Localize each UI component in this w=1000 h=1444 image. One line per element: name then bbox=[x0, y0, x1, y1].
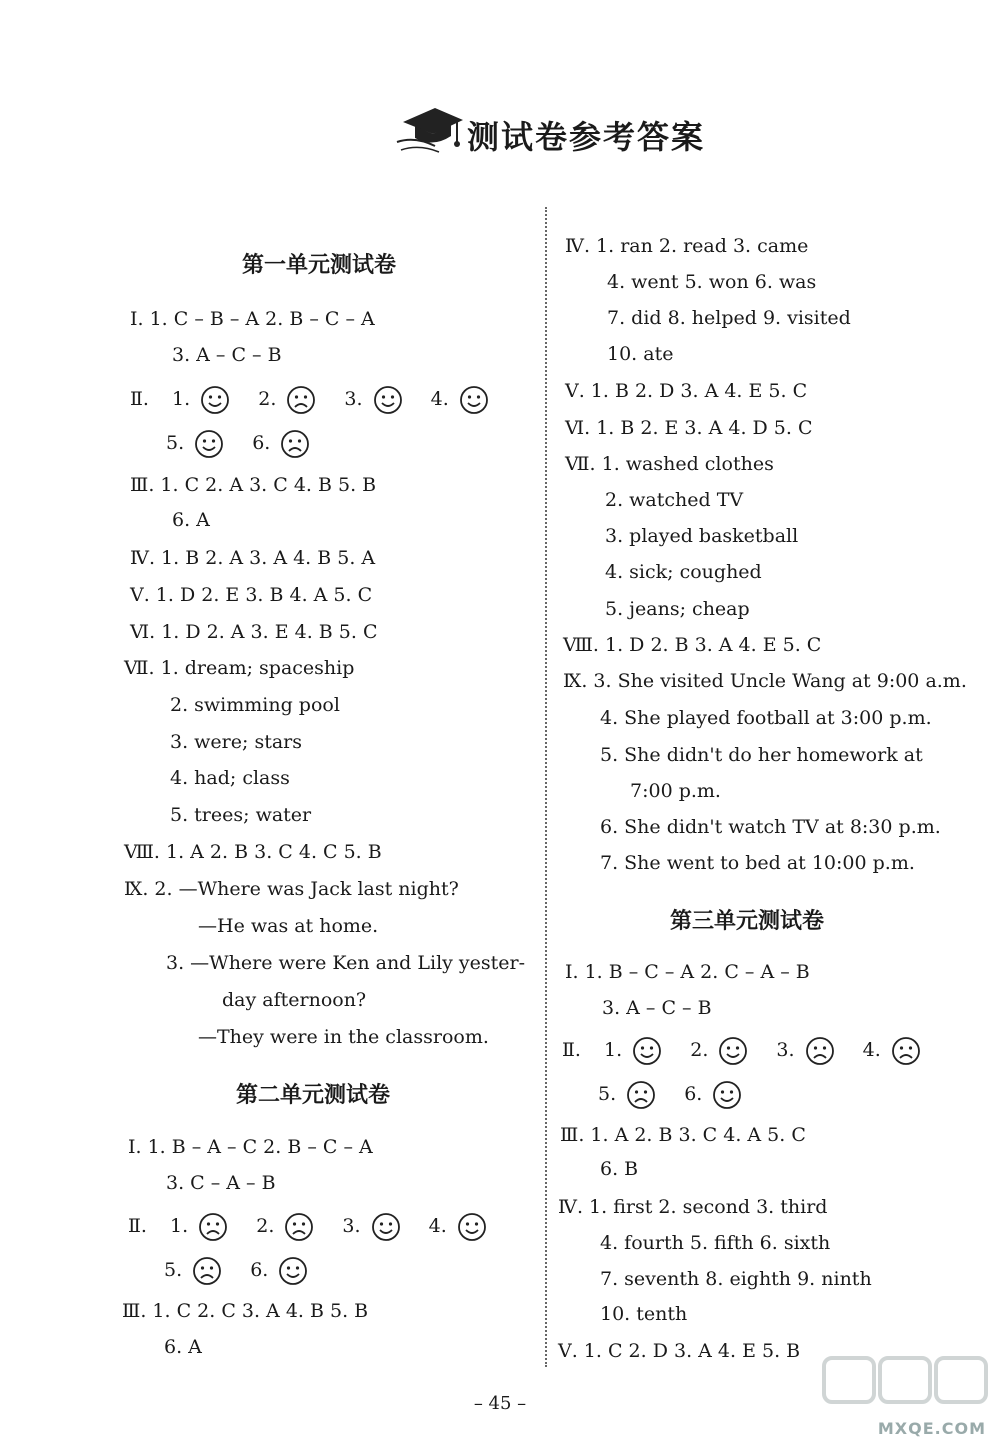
u2-section-7-line5: 5. jeans; cheap bbox=[605, 598, 750, 620]
page-number: – 45 – bbox=[473, 1393, 527, 1414]
u1-section-1-line2: 3. A – C – B bbox=[172, 344, 282, 366]
item-number: 1. bbox=[604, 1039, 623, 1061]
u2-section-4-line1: Ⅳ. 1. ran 2. read 3. came bbox=[565, 235, 809, 257]
u1-section-7-line2: 2. swimming pool bbox=[170, 694, 340, 716]
u2-section-7-line1: Ⅶ. 1. washed clothes bbox=[565, 453, 774, 475]
u3-section-3-line2: 6. B bbox=[600, 1158, 639, 1180]
u2-section-9-line4: 7:00 p.m. bbox=[630, 780, 721, 802]
u2-section-8: Ⅷ. 1. D 2. B 3. A 4. E 5. C bbox=[563, 634, 822, 656]
item-number: 1. bbox=[170, 1215, 189, 1237]
u1-section-1-line1: Ⅰ. 1. C – B – A 2. B – C – A bbox=[130, 308, 375, 330]
item-number: 6. bbox=[250, 1259, 269, 1281]
u1-section-7-line4: 4. had; class bbox=[170, 767, 290, 789]
u2-section-1-line1: Ⅰ. 1. B – A – C 2. B – C – A bbox=[128, 1136, 373, 1158]
smile-face-icon bbox=[712, 1080, 742, 1110]
item-number: 5. bbox=[598, 1083, 617, 1105]
u3-section-4-line2: 4. fourth 5. fifth 6. sixth bbox=[600, 1232, 831, 1254]
item-number: 4. bbox=[428, 1215, 447, 1237]
u2-section-4-line3: 7. did 8. helped 9. visited bbox=[607, 307, 851, 329]
u3-section-2-line1 bbox=[562, 1036, 943, 1066]
u2-section-9-line6: 7. She went to bed at 10:00 p.m. bbox=[600, 852, 915, 874]
u1-section-9-line2: —He was at home. bbox=[198, 915, 379, 937]
item-number: 5. bbox=[166, 432, 185, 454]
u1-section-7-line1: Ⅶ. 1. dream; spaceship bbox=[124, 657, 355, 679]
u3-section-5: Ⅴ. 1. C 2. D 3. A 4. E 5. B bbox=[558, 1340, 801, 1362]
sad-face-icon bbox=[626, 1080, 656, 1110]
watermark-text: MXQE.COM bbox=[877, 1419, 986, 1438]
u3-section-3-line1: Ⅲ. 1. A 2. B 3. C 4. A 5. C bbox=[560, 1124, 806, 1146]
item-number: 2. bbox=[690, 1039, 709, 1061]
u2-section-4-line4: 10. ate bbox=[607, 343, 674, 365]
item-number: 3. bbox=[344, 388, 363, 410]
u2-section-3-line1: Ⅲ. 1. C 2. C 3. A 4. B 5. B bbox=[122, 1300, 369, 1322]
unit3-title: 第三单元测试卷 bbox=[670, 909, 825, 934]
u1-section-9-line5: —They were in the classroom. bbox=[198, 1026, 489, 1048]
item-number: 3. bbox=[776, 1039, 795, 1061]
u1-section-6: Ⅵ. 1. D 2. A 3. E 4. B 5. C bbox=[130, 621, 378, 643]
item-number: 4. bbox=[862, 1039, 881, 1061]
u1-section-4: Ⅳ. 1. B 2. A 3. A 4. B 5. A bbox=[130, 547, 376, 569]
u1-section-5: Ⅴ. 1. D 2. E 3. B 4. A 5. C bbox=[130, 584, 373, 606]
u3-section-1-line2: 3. A – C – B bbox=[602, 997, 712, 1019]
item-number: 6. bbox=[684, 1083, 703, 1105]
u2-section-6: Ⅵ. 1. B 2. E 3. A 4. D 5. C bbox=[565, 417, 813, 439]
u1-section-7-line3: 3. were; stars bbox=[170, 731, 302, 753]
item-number: 3. bbox=[342, 1215, 361, 1237]
u3-section-1-line1: Ⅰ. 1. B – C – A 2. C – A – B bbox=[565, 961, 810, 983]
roman-numeral: Ⅱ. bbox=[562, 1039, 581, 1061]
smile-face-icon bbox=[718, 1036, 748, 1066]
item-number: 5. bbox=[164, 1259, 183, 1281]
u1-section-7-line5: 5. trees; water bbox=[170, 804, 312, 826]
sad-face-icon bbox=[805, 1036, 835, 1066]
u1-section-9-line4: day afternoon? bbox=[222, 989, 367, 1011]
page-title: 测试卷参考答案 bbox=[467, 118, 706, 156]
u3-section-4-line1: Ⅳ. 1. first 2. second 3. third bbox=[558, 1196, 828, 1218]
u2-section-3-line2: 6. A bbox=[164, 1336, 202, 1358]
roman-numeral: Ⅱ. bbox=[128, 1215, 147, 1237]
u2-section-9-line5: 6. She didn't watch TV at 8:30 p.m. bbox=[600, 816, 941, 838]
u1-section-3-line2: 6. A bbox=[172, 509, 210, 531]
u2-section-9-line2: 4. She played football at 3:00 p.m. bbox=[600, 707, 932, 729]
u3-section-4-line4: 10. tenth bbox=[600, 1303, 688, 1325]
item-number: 2. bbox=[258, 388, 277, 410]
u2-section-1-line2: 3. C – A – B bbox=[166, 1172, 276, 1194]
item-number: 2. bbox=[256, 1215, 275, 1237]
u2-section-5: Ⅴ. 1. B 2. D 3. A 4. E 5. C bbox=[565, 380, 808, 402]
u2-section-7-line3: 3. played basketball bbox=[605, 525, 799, 547]
u2-section-7-line4: 4. sick; coughed bbox=[605, 561, 762, 583]
unit2-title: 第二单元测试卷 bbox=[236, 1083, 391, 1108]
unit1-title: 第一单元测试卷 bbox=[242, 253, 397, 278]
item-number: 4. bbox=[430, 388, 449, 410]
roman-numeral: Ⅱ. bbox=[130, 388, 149, 410]
u1-section-9-line3: 3. —Where were Ken and Lily yester- bbox=[166, 952, 526, 974]
u3-section-2-line2 bbox=[598, 1080, 764, 1110]
u1-section-9-line1: Ⅸ. 2. —Where was Jack last night? bbox=[124, 878, 459, 900]
u2-section-7-line2: 2. watched TV bbox=[605, 489, 744, 511]
item-number: 1. bbox=[172, 388, 191, 410]
u3-section-4-line3: 7. seventh 8. eighth 9. ninth bbox=[600, 1268, 872, 1290]
u1-section-3-line1: Ⅲ. 1. C 2. A 3. C 4. B 5. B bbox=[130, 474, 377, 496]
sad-face-icon bbox=[891, 1036, 921, 1066]
u1-section-8: Ⅷ. 1. A 2. B 3. C 4. C 5. B bbox=[124, 841, 382, 863]
u2-section-9-line3: 5. She didn't do her homework at bbox=[600, 744, 923, 766]
u2-section-9-line1: Ⅸ. 3. She visited Uncle Wang at 9:00 a.m. bbox=[563, 670, 967, 692]
item-number: 6. bbox=[252, 432, 271, 454]
smile-face-icon bbox=[632, 1036, 662, 1066]
u2-section-4-line2: 4. went 5. won 6. was bbox=[607, 271, 817, 293]
